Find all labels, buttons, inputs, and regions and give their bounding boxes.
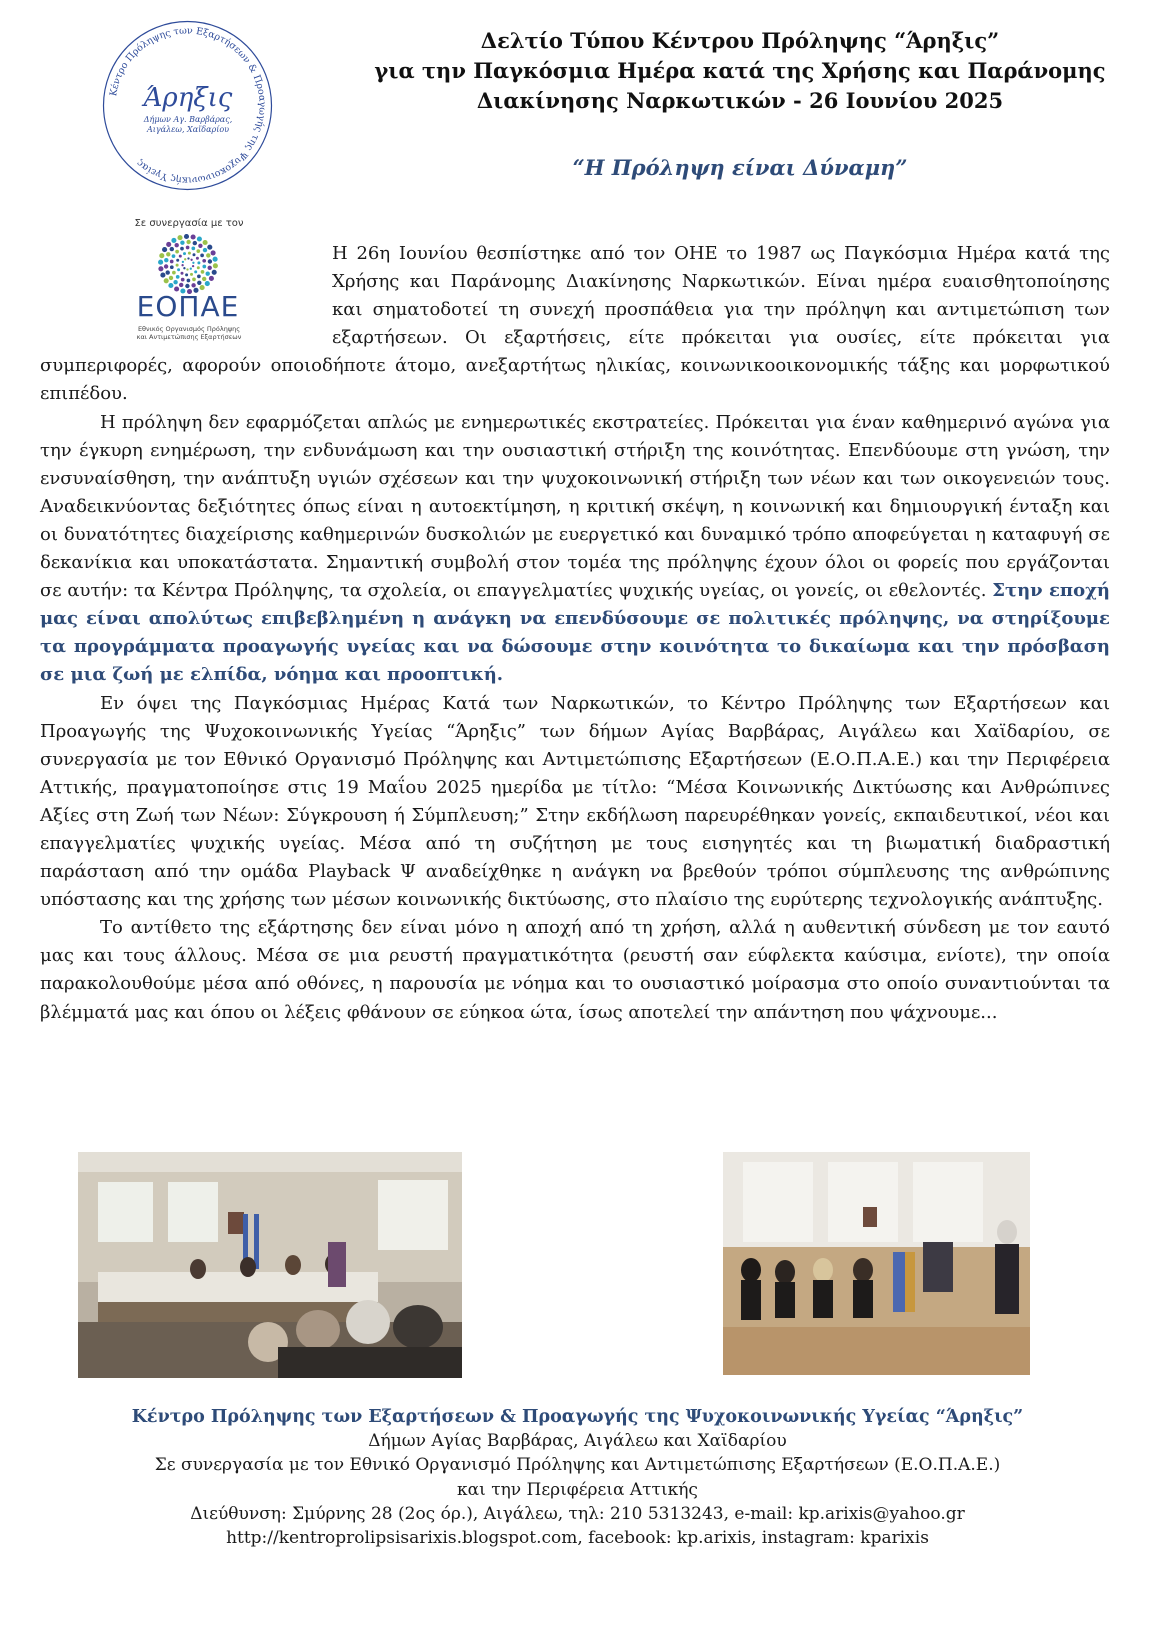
conference-photo-graphic — [78, 1152, 462, 1378]
footer-links: http://kentroprolipsisarixis.blogspot.com, facebook: kp.arixis, instagram: kparixis — [226, 1528, 929, 1549]
seal-graphic — [100, 18, 275, 193]
paragraph-3: Εν όψει της Παγκόσμιας Ημέρας Κατά των Ναρκωτικών, το Κέντρο Πρόληψης των Εξαρτήσεων και Προαγωγής της Ψυχοκοινωνικής Υγείας “Άρηξις” των δήμων Αγίας Βαρβάρας, Αιγάλεω και Χαϊδαρίου, σε συνεργασία με τον Εθνικό Οργανισμό Πρόληψης και Αντιμετώπισης Εξαρτήσεων (Ε.Ο.Π.Α.Ε.) και την Περιφέρεια Αττικής, πραγματοποίησε στις 19 Μαΐου 2025 ημερίδα με τίτλο: “Μέσα Κοινωνικής Δικτύωσης και Ανθρώπινες Αξίες στη Ζωή των Νέων: Σύγκρουση ή Σύμπλευση;” Στην εκδήλωση παρευρέθηκαν γονείς, εκπαιδευτικοί, νέοι και επαγγελματίες ψυχικής υγείας. Μέσα από τη συζήτηση με τους εισηγητές και τη βιωματική διαδραστική παράσταση από την ομάδα Playback Ψ αναδείχθηκε η ανάγκη να βρεθούν τρόποι σύμπλευσης της ανθρώπινης υπόστασης και της χρήσης των μέσων κοινωνικής δικτύωσης, στο πλαίσιο της ευρύτερης τεχνολογικής ανάπτυξης. — [40, 692, 1110, 911]
arixis-seal-logo — [100, 18, 275, 193]
paragraph-4: Το αντίθετο της εξάρτησης δεν είναι μόνο η αποχή από τη χρήση, αλλά η αυθεντική σύνδεση με τον εαυτό μας και τους άλλους. Μέσα σε μια ρευστή πραγματικότητα (ρευστή σαν εύφλεκτα καύσιμα, ενίοτε), την οποία παρακολουθούμε μέσα από οθόνες, η παρουσία με νόημα και το ουσιαστικό μοίρασμα στο οποίο συναντιούνται τα βλέμματά μας και όπου οι λέξεις φθάνουν σε εύηκοα ώτα, ίσως αποτελεί την απάντηση που ψάχνουμε... — [40, 917, 1110, 1023]
eopae-wordmark: ΕΟΠΑΕ — [136, 290, 240, 323]
motto: “Η Πρόληψη είναι Δύναμη” — [572, 155, 908, 180]
paragraph-2-text: Η πρόληψη δεν εφαρμόζεται απλώς με ενημερωτικές εκστρατείες. Πρόκειται για έναν καθημερινό αγώνα για την έγκυρη ενημέρωση, την ενδυνάμωση και την ουσιαστική στήριξη της κοινότητας. Επενδύουμε στη γνώση, την ενσυναίσθηση, την ανάπτυξη υγιών σχέσεων και την ψυχοκοινωνική στήριξη των νέων και των οικογενειών τους. Αναδεικνύοντας δεξιότητες όπως είναι η αυτοεκτίμηση, η κριτική σκέψη, η κοινωνική και δημιουργική ένταξη και οι δυνατότητες διαχείρισης καθημερινών δυσκολιών με ευεργετικό και δυναμικό τρόπο αποφεύγεται η καταφυγή σε δεκανίκια και υποκατάστατα. Σημαντική συμβολή στον τομέα της πρόληψης έχουν όλοι οι φορείς που εργάζονται σε αυτήν: τα Κέντρα Πρόληψης, τα σχολεία, οι επαγγελματίες ψυχικής υγείας, οι γονείς, οι εθελοντές. — [40, 411, 1110, 602]
body-text — [40, 240, 1110, 1027]
footer-collaboration: Σε συνεργασία με τον Εθνικό Οργανισμό Πρόληψης και Αντιμετώπισης Εξαρτήσεων (Ε.Ο.Π.Α.Ε.) — [154, 1455, 1001, 1476]
eopae-dot — [191, 234, 196, 239]
title-line-1: Δελτίο Τύπου Κέντρου Πρόληψης “Άρηξις” — [480, 28, 1000, 53]
seal-ring-text: Κέντρο Πρόληψης των Εξαρτήσεων & Προαγωγής της Ψυχοκοινωνικής Υγείας — [108, 25, 268, 186]
footer-region: και την Περιφέρεια Αττικής — [457, 1479, 698, 1500]
paragraph-2-highlight: Στην εποχή μας είναι απολύτως επιβεβλημένη η ανάγκη να επενδύσουμε σε πολιτικές πρόληψης, να στηρίξουμε τα προγράμματα προαγωγής υγείας και να δώσουμε στην κοινότητα το δικαίωμα και την πρόσβαση σε μια ζωή με ελπίδα, νόημα και προοπτική. — [40, 580, 1111, 686]
eopae-dot — [184, 234, 189, 239]
paragraph-2 — [40, 409, 1110, 690]
performance-photo-graphic — [723, 1152, 1030, 1375]
eopae-subtitle-line-2: και Αντιμετώπισης Εξαρτήσεων — [136, 333, 242, 341]
footer-contact: Διεύθυνση: Σμύρνης 28 (2ος όρ.), Αιγάλεω, τηλ: 210 5313243, e-mail: kp.arixis@yahoo.gr — [190, 1503, 965, 1524]
seal-sub-line-2: Αιγάλεω, Χαϊδαρίου — [146, 125, 230, 134]
document-title — [340, 26, 1140, 116]
eopae-subtitle-line-1: Εθνικός Οργανισμός Πρόληψης — [137, 325, 241, 333]
event-photo-playback-performance — [723, 1152, 1030, 1375]
event-photo-conference-hall — [78, 1152, 462, 1378]
seal-name: Άρηξις — [143, 83, 233, 113]
logo-float-spacer — [40, 240, 332, 352]
footer-municipalities: Δήμων Αγίας Βαρβάρας, Αιγάλεω και Χαϊδαρίου — [368, 1431, 787, 1452]
title-line-2: για την Παγκόσμια Ημέρα κατά της Χρήσης και Παράνομης — [374, 58, 1106, 83]
footer-title: Κέντρο Πρόληψης των Εξαρτήσεων & Προαγωγής της Ψυχοκοινωνικής Υγείας “Άρηξις” — [131, 1407, 1024, 1427]
paragraph-1: Η 26η Ιουνίου θεσπίστηκε από τον ΟΗΕ το 1987 ως Παγκόσμια Ημέρα κατά της Χρήσης και Παράνομης Διακίνησης Ναρκωτικών. Είναι ημέρα ευαισθητοποίησης και σηματοδοτεί τη συνεχή προσπάθεια για την πρόληψη και αντιμετώπιση των εξαρτήσεων. Οι εξαρτήσεις, είτε πρόκειται για ουσίες, είτε πρόκειται για συμπεριφορές, αφορούν οποιοδήποτε άτομο, ανεξαρτήτως ηλικίας, κοινωνικοοικονομικής τάξης και μορφωτικού επιπέδου. — [40, 243, 1110, 405]
seal-sub-line-1: Δήμων Αγ. Βαρβάρας, — [143, 115, 233, 124]
footer — [60, 1405, 1095, 1550]
title-line-3: Διακίνησης Ναρκωτικών - 26 Ιουνίου 2025 — [476, 88, 1004, 113]
collaboration-caption: Σε συνεργασία με τον — [134, 218, 244, 229]
